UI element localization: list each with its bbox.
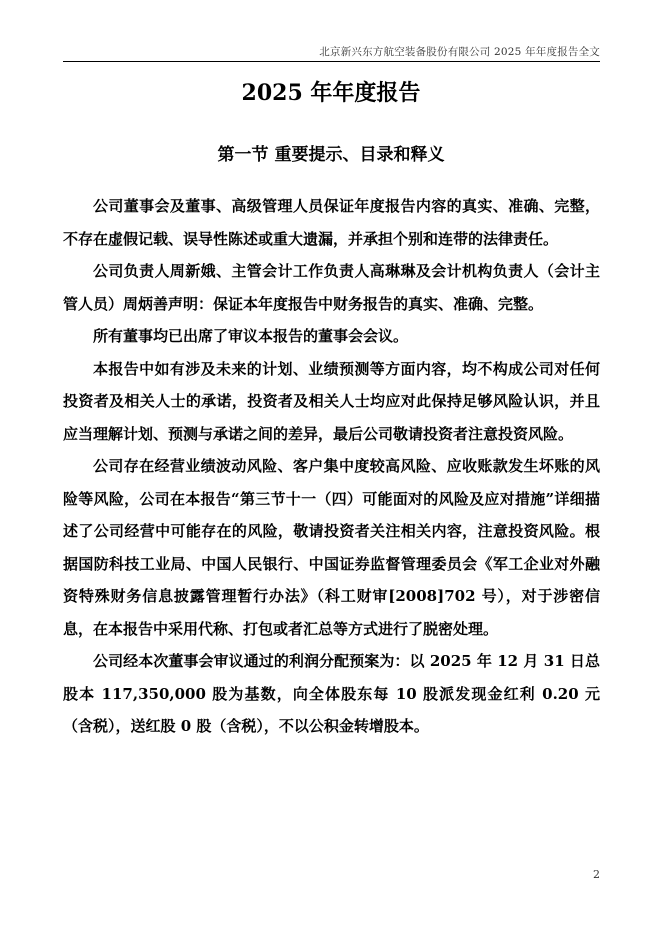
- paragraph-risk-disclosure: 公司存在经营业绩波动风险、客户集中度较高风险、应收账款发生坏账的风险等风险，公司在本报告“第三节十一（四）可能面对的风险及应对措施”详细描述了公司经营中可能存在的风险，敬请投资者关注相关内容，注意投资风险。根据国防科技工业局、中国人民银行、中国证券监督管理委员会《军工企业对外融资特殊财务信息披露管理暂行办法》（科工财审[2008]702 号），对于涉密信息，在本报告中采用代称、打包或者汇总等方式进行了脱密处理。: [63, 457, 600, 638]
- running-header: 北京新兴东方航空装备股份有限公司 2025 年年度报告全文: [319, 46, 600, 58]
- paragraph-board-assurance: 公司董事会及董事、高级管理人员保证年度报告内容的真实、准确、完整，不存在虚假记载、误导性陈述或重大遗漏，并承担个别和连带的法律责任。: [63, 197, 600, 248]
- document-title: 2025 年年度报告: [241, 80, 421, 106]
- header-rule: [63, 61, 600, 62]
- paragraph-responsible-persons: 公司负责人周新娥、主管会计工作负责人高琳琳及会计机构负责人（会计主管人员）周炳善声明：保证本年度报告中财务报告的真实、准确、完整。: [63, 262, 600, 313]
- body-text: [63, 190, 600, 743]
- paragraph-forward-looking: 本报告中如有涉及未来的计划、业绩预测等方面内容，均不构成公司对任何投资者及相关人士的承诺，投资者及相关人士均应对此保持足够风险认识，并且应当理解计划、预测与承诺之间的差异，最后公司敬请投资者注意投资风险。: [63, 359, 600, 443]
- section-title: 第一节 重要提示、目录和释义: [217, 145, 445, 165]
- page-number: 2: [593, 868, 600, 881]
- paragraph-profit-distribution: 公司经本次董事会审议通过的利润分配预案为：以 2025 年 12 月 31 日总股本 117,350,000 股为基数，向全体股东每 10 股派发现金红利 0.20 元（含税），送红股 0 股（含税），不以公积金转增股本。: [63, 652, 600, 735]
- paragraph-directors-attendance: 所有董事均已出席了审议本报告的董事会会议。: [93, 327, 409, 345]
